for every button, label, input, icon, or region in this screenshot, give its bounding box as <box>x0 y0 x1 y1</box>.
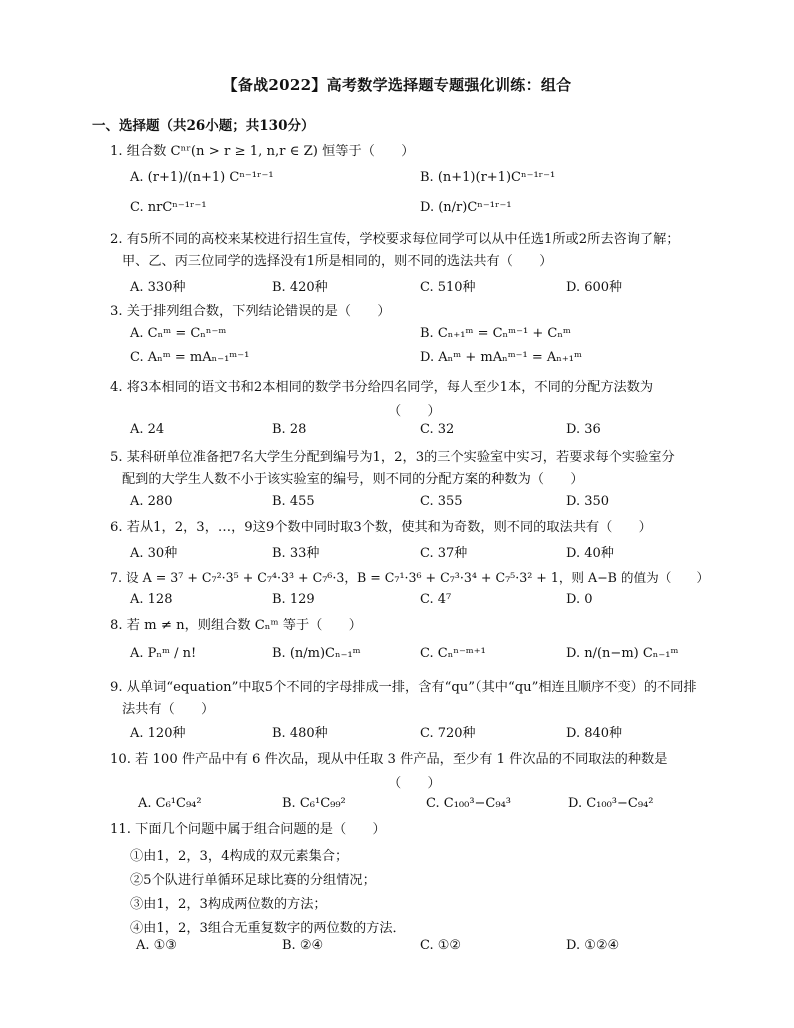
question-11-option-b: B. ②④ <box>282 938 324 953</box>
question-2-option-d: D. 600种 <box>566 280 623 295</box>
question-1-option-c: C. nrCⁿ⁻¹ʳ⁻¹ <box>130 200 207 215</box>
question-8-option-d: D. n/(n−m) Cₙ₋₁ᵐ <box>566 646 679 661</box>
question-3-option-a: A. Cₙᵐ = Cₙⁿ⁻ᵐ <box>130 326 227 341</box>
question-9-option-b: B. 480种 <box>272 726 328 741</box>
question-7-option-b: B. 129 <box>272 592 315 607</box>
question-4-option-d: D. 36 <box>566 422 601 437</box>
question-2-option-b: B. 420种 <box>272 280 328 295</box>
question-7-stem: 7. 设 A = 3⁷ + C₇²·3⁵ + C₇⁴·3³ + C₇⁶·3，B = C₇¹·3⁶ + C₇³·3⁴ + C₇⁵·3² + 1，则 A−B 的值为（ ） <box>110 570 710 585</box>
question-2-option-c: C. 510种 <box>420 280 476 295</box>
question-8-option-c: C. Cₙⁿ⁻ᵐ⁺¹ <box>420 646 486 661</box>
document-title: 【备战2022】高考数学选择题专题强化训练：组合 <box>222 76 572 94</box>
question-1-option-b: B. (n+1)(r+1)Cⁿ⁻¹ʳ⁻¹ <box>420 170 556 185</box>
question-2-stem-cont: 甲、乙、丙三位同学的选择没有1所是相同的，则不同的选法共有（ ） <box>122 254 553 269</box>
question-7-option-c: C. 4⁷ <box>420 592 452 607</box>
question-5-option-a: A. 280 <box>130 494 173 509</box>
question-10-option-d: D. C₁₀₀³−C₉₄² <box>568 796 654 811</box>
question-11-option-a: A. ①③ <box>136 938 177 953</box>
question-9-stem: 9. 从单词“equation”中取5个不同的字母排成一排，含有“qu”（其中“qu”相连且顺序不变）的不同排 <box>110 680 697 695</box>
question-4-option-c: C. 32 <box>420 422 455 437</box>
question-6-option-b: B. 33种 <box>272 546 320 561</box>
section-heading: 一、选择题（共26小题；共130分） <box>92 118 315 134</box>
question-9-stem-cont: 法共有（ ） <box>122 702 215 717</box>
question-7-option-d: D. 0 <box>566 592 593 607</box>
question-1-option-a: A. (r+1)/(n+1) Cⁿ⁻¹ʳ⁻¹ <box>130 170 274 185</box>
question-7-option-a: A. 128 <box>130 592 173 607</box>
question-10-option-a: A. C₆¹C₉₄² <box>138 796 202 811</box>
question-11-option-d: D. ①②④ <box>566 938 620 953</box>
question-9-option-d: D. 840种 <box>566 726 623 741</box>
question-11-option-c: C. ①② <box>420 938 462 953</box>
question-8-option-b: B. (n/m)Cₙ₋₁ᵐ <box>272 646 361 661</box>
question-9-option-a: A. 120种 <box>130 726 186 741</box>
question-4-option-a: A. 24 <box>130 422 165 437</box>
question-8-stem: 8. 若 m ≠ n，则组合数 Cₙᵐ 等于（ ） <box>110 618 362 633</box>
question-5-option-c: C. 355 <box>420 494 463 509</box>
question-6-stem: 6. 若从1，2，3，…，9这9个数中同时取3个数，使其和为奇数，则不同的取法共有（ ） <box>110 520 652 535</box>
question-10-answer-paren: （ ） <box>388 776 441 791</box>
question-4-stem: 4. 将3本相同的语文书和2本相同的数学书分给四名同学，每人至少1本，不同的分配方法数为 <box>110 380 654 395</box>
question-4-answer-paren: （ ） <box>388 404 441 419</box>
question-4-option-b: B. 28 <box>272 422 307 437</box>
question-9-option-c: C. 720种 <box>420 726 476 741</box>
question-10-option-c: C. C₁₀₀³−C₉₄³ <box>426 796 512 811</box>
question-11-item-2: ②5个队进行单循环足球比赛的分组情况； <box>130 873 376 888</box>
question-6-option-c: C. 37种 <box>420 546 468 561</box>
question-3-option-b: B. Cₙ₊₁ᵐ = Cₙᵐ⁻¹ + Cₙᵐ <box>420 326 571 341</box>
question-6-option-d: D. 40种 <box>566 546 614 561</box>
question-6-option-a: A. 30种 <box>130 546 178 561</box>
question-11-item-1: ①由1，2，3，4构成的双元素集合； <box>130 849 349 864</box>
question-3-option-d: D. Aₙᵐ + mAₙᵐ⁻¹ = Aₙ₊₁ᵐ <box>420 350 582 365</box>
question-3-option-c: C. Aₙᵐ = mAₙ₋₁ᵐ⁻¹ <box>130 350 250 365</box>
question-1-stem: 1. 组合数 Cⁿʳ(n > r ≥ 1, n,r ∈ Z) 恒等于（ ） <box>110 144 415 159</box>
question-8-option-a: A. Pₙᵐ / n! <box>130 646 197 661</box>
question-10-option-b: B. C₆¹C₉₉² <box>282 796 346 811</box>
question-5-stem: 5. 某科研单位准备把7名大学生分配到编号为1，2，3的三个实验室中实习，若要求每个实验室分 <box>110 450 675 465</box>
question-1-option-d: D. (n/r)Cⁿ⁻¹ʳ⁻¹ <box>420 200 512 215</box>
question-11-item-4: ④由1，2，3组合无重复数字的两位数的方法． <box>130 921 406 936</box>
question-10-stem: 10. 若 100 件产品中有 6 件次品，现从中任取 3 件产品，至少有 1 件次品的不同取法的种数是 <box>110 752 668 767</box>
question-5-option-d: D. 350 <box>566 494 610 509</box>
question-2-stem: 2. 有5所不同的高校来某校进行招生宣传，学校要求每位同学可以从中任选1所或2所去咨询了解； <box>110 232 680 247</box>
question-5-option-b: B. 455 <box>272 494 315 509</box>
question-11-stem: 11. 下面几个问题中属于组合问题的是（ ） <box>110 822 386 837</box>
question-5-stem-cont: 配到的大学生人数不小于该实验室的编号，则不同的分配方案的种数为（ ） <box>122 472 584 487</box>
question-2-option-a: A. 330种 <box>130 280 186 295</box>
question-3-stem: 3. 关于排列组合数，下列结论错误的是（ ） <box>110 304 391 319</box>
question-11-item-3: ③由1，2，3构成两位数的方法； <box>130 897 327 912</box>
